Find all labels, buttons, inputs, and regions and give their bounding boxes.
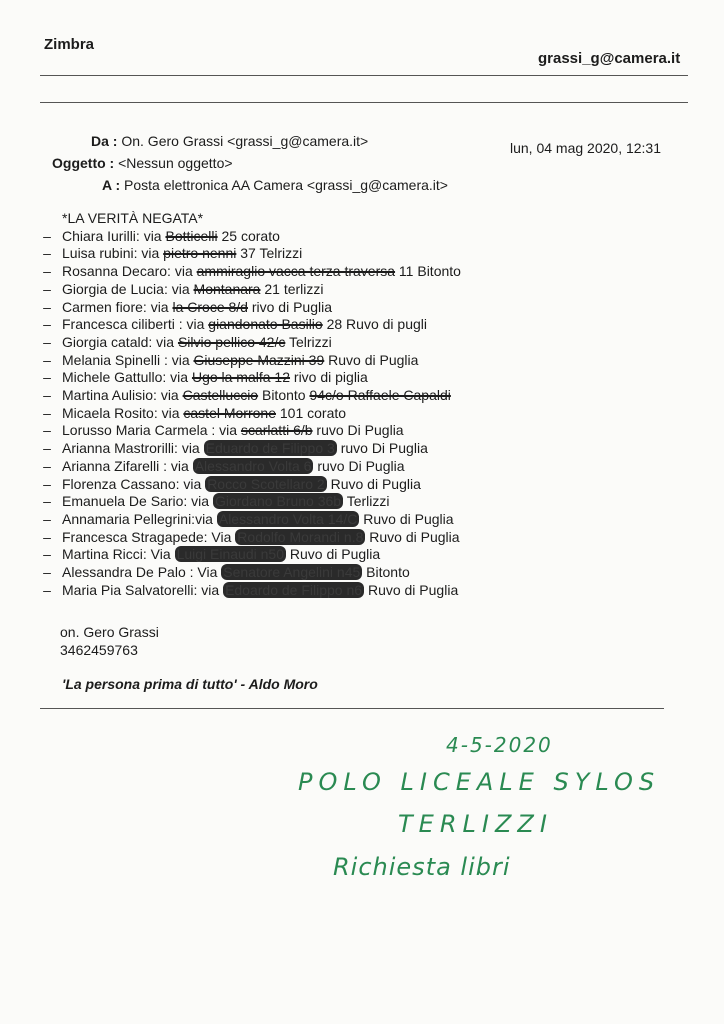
address-list xyxy=(40,228,461,600)
list-bullet-icon: – xyxy=(43,475,51,492)
list-bullet-icon: – xyxy=(43,227,51,244)
list-item xyxy=(40,228,461,246)
list-bullet-icon: – xyxy=(43,387,51,404)
list-bullet-icon: – xyxy=(43,528,51,545)
redacted-address: Castelluccio xyxy=(182,387,259,404)
list-item xyxy=(40,546,461,564)
list-item-name: Chiara Iurilli: via xyxy=(62,227,166,244)
handwritten-town: TERLIZZI xyxy=(398,810,553,838)
list-item xyxy=(40,245,461,263)
from-label: Da : xyxy=(91,133,118,149)
list-item xyxy=(40,281,461,299)
list-item-town: Telrizzi xyxy=(285,333,332,350)
message-date: lun, 04 mag 2020, 12:31 xyxy=(510,140,662,156)
redacted-address: Senatore Angelini n45 xyxy=(223,564,361,581)
list-item-name: Maria Pia Salvatorelli: via xyxy=(62,581,224,598)
list-bullet-icon: – xyxy=(43,280,51,297)
to-label: A : xyxy=(102,177,121,193)
handwritten-school: POLO LICEALE SYLOS xyxy=(298,768,661,796)
subject-value: <Nessun oggetto> xyxy=(118,155,233,171)
list-bullet-icon: – xyxy=(43,581,51,598)
list-item-town: 37 Telrizzi xyxy=(236,245,303,262)
subject-label: Oggetto : xyxy=(52,155,115,171)
list-item-name: Arianna Mastrorilli: via xyxy=(62,440,204,457)
list-item-name: Arianna Zifarelli : via xyxy=(62,457,193,474)
redacted-address: Alessandro Volta 6 xyxy=(194,457,312,474)
list-item xyxy=(40,476,461,494)
list-item xyxy=(40,263,461,281)
redacted-address: Ugo la malfa 12 xyxy=(191,369,291,386)
list-item-name: Florenza Cassano: via xyxy=(62,475,206,492)
redacted-address: Montanara xyxy=(193,280,261,297)
list-item xyxy=(40,387,461,405)
redacted-address: Silvio pellico 42/c xyxy=(177,333,286,350)
redacted-address: Eduardo de Filippo 3 xyxy=(205,440,335,457)
to-value: Posta elettronica AA Camera <grassi_g@camera.it> xyxy=(124,177,448,193)
redacted-address: Rocco Scotellaro 2 xyxy=(207,475,325,492)
redacted-address: Giuseppe Mazzini 39 xyxy=(193,351,325,368)
list-item xyxy=(40,405,461,423)
list-bullet-icon: – xyxy=(43,440,51,457)
redacted-address: pietro nenni xyxy=(163,245,237,262)
redacted-address: Edoardo de Filippo n6 xyxy=(225,581,363,598)
redacted-address: Rodolfo Morandi n.8 xyxy=(237,528,364,545)
list-item-name: Michele Gattullo: via xyxy=(62,369,192,386)
list-item xyxy=(40,440,461,458)
list-item xyxy=(40,564,461,582)
list-item-town: Ruvo di Puglia xyxy=(326,475,421,492)
list-item-name: Micaela Rosito: via xyxy=(62,404,184,421)
redacted-address: Giordano Bruno 36b xyxy=(214,493,342,510)
list-item-name: Alessandra De Palo : Via xyxy=(62,564,222,581)
list-item-name: Emanuela De Sario: via xyxy=(62,493,213,510)
subject-row xyxy=(52,155,233,171)
list-item-town: ruvo Di Puglia xyxy=(313,457,405,474)
list-bullet-icon: – xyxy=(43,422,51,439)
list-item-town: Ruvo di Puglia xyxy=(364,581,459,598)
signature-name: on. Gero Grassi xyxy=(60,624,159,640)
redacted-address: ammiraglio vacca terza traversa xyxy=(196,263,396,280)
signature xyxy=(60,623,159,659)
list-item xyxy=(40,316,461,334)
list-item-name: Luisa rubini: via xyxy=(62,245,164,262)
message-body xyxy=(40,210,461,599)
list-item-town: Ruvo di Puglia xyxy=(324,351,419,368)
list-item-name: Martina Ricci: Via xyxy=(62,546,175,563)
header-divider-bottom xyxy=(40,102,688,103)
footer-divider xyxy=(40,708,664,709)
list-item xyxy=(40,493,461,511)
list-item-town: 11 Bitonto xyxy=(395,263,461,280)
list-bullet-icon: – xyxy=(43,245,51,262)
list-item-name: Martina Aulisio: via xyxy=(62,387,183,404)
list-bullet-icon: – xyxy=(43,263,51,280)
list-item-town: 28 Ruvo di pugli xyxy=(322,316,427,333)
list-item xyxy=(40,511,461,529)
from-row xyxy=(91,133,368,149)
list-item xyxy=(40,334,461,352)
redacted-address: scarlatti 6/b xyxy=(240,422,313,439)
list-item-town: Ruvo di Puglia xyxy=(365,528,460,545)
list-bullet-icon: – xyxy=(43,510,51,527)
list-item-name: Lorusso Maria Carmela : via xyxy=(62,422,241,439)
list-item-town: Ruvo di Puglia xyxy=(359,510,454,527)
signature-quote: 'La persona prima di tutto' - Aldo Moro xyxy=(62,676,318,692)
list-bullet-icon: – xyxy=(43,493,51,510)
list-item-town: Bitonto xyxy=(258,387,310,404)
list-bullet-icon: – xyxy=(43,333,51,350)
list-item-town: Ruvo di Puglia xyxy=(285,546,381,563)
list-item-name: Annamaria Pellegrini:via xyxy=(62,510,217,527)
header-divider-top xyxy=(40,75,688,76)
redacted-address: 94c/o Raffaele Capaldi xyxy=(309,387,451,404)
list-item-name: Rosanna Decaro: via xyxy=(62,263,197,280)
list-bullet-icon: – xyxy=(43,546,51,563)
list-bullet-icon: – xyxy=(43,564,51,581)
list-item-name: Giorgia catald: via xyxy=(62,333,178,350)
list-item-name: Francesca Stragapede: Via xyxy=(62,528,236,545)
redacted-address: Luigi Einaudi n50 xyxy=(176,546,284,563)
to-row xyxy=(102,177,448,193)
list-item-town: 21 terlizzi xyxy=(260,280,324,297)
list-item xyxy=(40,369,461,387)
redacted-address: castel Morrone xyxy=(183,404,276,421)
user-email: grassi_g@camera.it xyxy=(538,50,681,67)
list-bullet-icon: – xyxy=(43,369,51,386)
list-item-town: 101 corato xyxy=(275,404,347,421)
list-bullet-icon: – xyxy=(43,316,51,333)
list-item xyxy=(40,422,461,440)
redacted-address: Alessandro Volta 14/C xyxy=(218,510,358,527)
list-item-town: Bitonto xyxy=(362,564,410,581)
list-item-name: Francesca ciliberti : via xyxy=(62,316,209,333)
signature-phone: 3462459763 xyxy=(60,642,138,658)
handwritten-date: 4-5-2020 xyxy=(446,733,553,757)
redacted-address: Botticelli xyxy=(165,227,218,244)
list-item xyxy=(40,299,461,317)
list-item-town: Terlizzi xyxy=(343,493,390,510)
list-item-town: ruvo Di Puglia xyxy=(312,422,404,439)
list-bullet-icon: – xyxy=(43,351,51,368)
list-item xyxy=(40,458,461,476)
list-item-town: rivo di piglia xyxy=(290,369,368,386)
list-bullet-icon: – xyxy=(43,298,51,315)
list-item xyxy=(40,352,461,370)
list-item xyxy=(40,582,461,600)
list-item-town: 25 corato xyxy=(217,227,280,244)
list-bullet-icon: – xyxy=(43,404,51,421)
list-item-town: rivo di Puglia xyxy=(247,298,333,315)
from-value: On. Gero Grassi <grassi_g@camera.it> xyxy=(121,133,369,149)
redacted-address: giandonato Basilio xyxy=(208,316,323,333)
list-bullet-icon: – xyxy=(43,457,51,474)
app-brand: Zimbra xyxy=(44,36,95,53)
redacted-address: la Croce 8/d xyxy=(172,298,248,315)
list-item-name: Carmen fiore: via xyxy=(62,298,173,315)
list-item xyxy=(40,529,461,547)
handwritten-note: Richiesta libri xyxy=(333,853,511,881)
list-item-name: Melania Spinelli : via xyxy=(62,351,194,368)
list-item-name: Giorgia de Lucia: via xyxy=(62,280,194,297)
list-item-town: ruvo Di Puglia xyxy=(336,440,428,457)
body-heading: *LA VERITÀ NEGATA* xyxy=(62,210,204,226)
